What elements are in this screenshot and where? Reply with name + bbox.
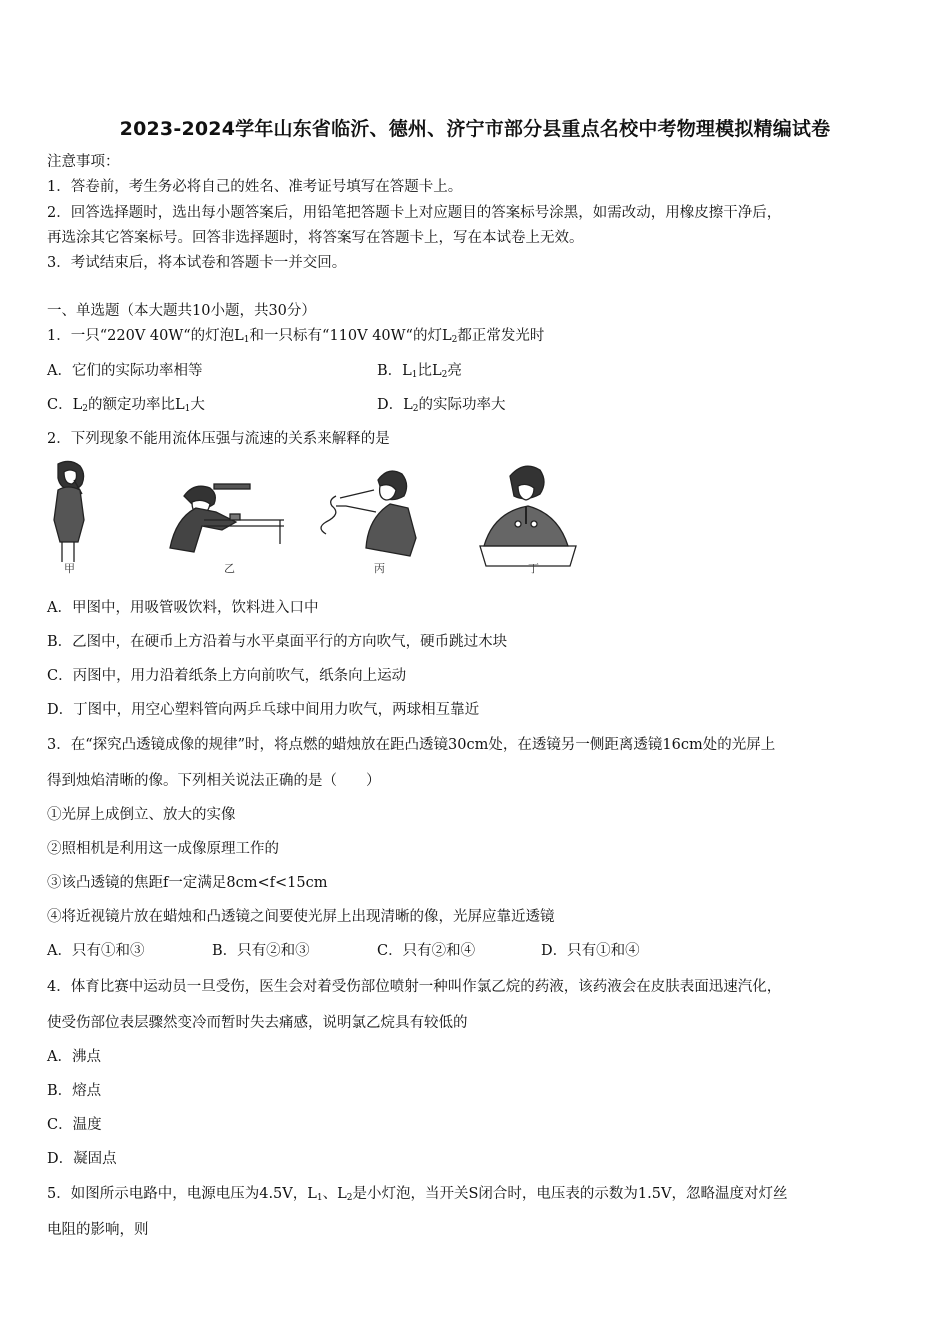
q3-option-a: A．只有①和③ [47, 943, 145, 959]
fig-label-ding: 丁 [528, 562, 539, 575]
notice-item: 3．考试结束后，将本试卷和答题卡一并交回。 [47, 255, 347, 271]
q1-option-d: D．$L_2$的实际功率大 [377, 397, 506, 414]
figure-bing [321, 471, 416, 556]
notice-heading: 注意事项： [47, 154, 120, 170]
q1-option-b: B．$L_1$比$L_2$亮 [377, 363, 462, 380]
fig-label-jia: 甲 [64, 562, 75, 575]
figure-ding [480, 466, 576, 566]
fig-label-bing: 丙 [374, 562, 385, 575]
question-3-stem: 3．在“探究凸透镜成像的规律”时，将点燃的蜡烛放在距凸透镜30cm处，在透镜另一侧距离透镜16cm处的光屏上 [47, 737, 776, 753]
q2-option-d: D．丁图中，用空心塑料管向两乒乓球中间用力吹气，两球相互靠近 [47, 702, 480, 718]
figure-jia [54, 461, 84, 562]
figure-yi [170, 484, 284, 552]
q2-figures [44, 458, 584, 580]
q3-option-c: C．只有②和④ [377, 943, 476, 959]
question-2-stem: 2．下列现象不能用流体压强与流速的关系来解释的是 [47, 431, 390, 447]
question-1-stem: 1．一只“220V 40W“的灯泡$L_1$和一只标有“110V 40W“的灯$L_2$都正常发光时 [47, 328, 545, 345]
q4-option-c: C．温度 [47, 1117, 102, 1133]
q3-option-b: B．只有②和③ [212, 943, 310, 959]
q3-statement-2: ②照相机是利用这一成像原理工作的 [47, 841, 279, 857]
question-5-stem-cont: 电阻的影响，则 [47, 1222, 149, 1238]
q3-statement-1: ①光屏上成倒立、放大的实像 [47, 807, 236, 823]
q1-option-a: A．它们的实际功率相等 [47, 363, 203, 379]
q2-option-b: B．乙图中，在硬币上方沿着与水平桌面平行的方向吹气，硬币跳过木块 [47, 634, 508, 650]
q3-statement-3: ③该凸透镜的焦距f一定满足8cm<f<15cm [47, 875, 328, 891]
fig-label-yi: 乙 [224, 562, 235, 575]
q2-option-c: C．丙图中，用力沿着纸条上方向前吹气，纸条向上运动 [47, 668, 407, 684]
section-heading: 一、单选题（本大题共10小题，共30分） [47, 303, 316, 319]
question-5-stem: 5．如图所示电路中，电源电压为4.5V，$L_1$、$L_2$是小灯泡，当开关S闭合时，电压表的示数为1.5V，忽略温度对灯丝 [47, 1186, 788, 1203]
question-4-stem-cont: 使受伤部位表层骤然变冷而暂时失去痛感，说明氯乙烷具有较低的 [47, 1015, 468, 1031]
q4-option-b: B．熔点 [47, 1083, 102, 1099]
q4-option-d: D．凝固点 [47, 1151, 117, 1167]
notice-item: 再选涂其它答案标号。回答非选择题时，将答案写在答题卡上，写在本试卷上无效。 [47, 230, 584, 246]
q4-option-a: A．沸点 [47, 1049, 101, 1065]
q3-option-d: D．只有①和④ [541, 943, 640, 959]
q3-statement-4: ④将近视镜片放在蜡烛和凸透镜之间要使光屏上出现清晰的像，光屏应靠近透镜 [47, 909, 555, 925]
q2-illustration [44, 458, 584, 580]
q1-option-c: C．$L_2$的额定功率比$L_1$大 [47, 397, 205, 414]
notice-item: 1．答卷前，考生务必将自己的姓名、准考证号填写在答题卡上。 [47, 179, 463, 195]
q2-option-a: A．甲图中，用吸管吸饮料，饮料进入口中 [47, 600, 319, 616]
question-3-stem-cont: 得到烛焰清晰的像。下列相关说法正确的是（ ） [47, 773, 381, 789]
notice-item: 2．回答选择题时，选出每小题答案后，用铅笔把答题卡上对应题目的答案标号涂黑，如需改动，用橡皮擦干净后， [47, 205, 782, 221]
page-title: 2023-2024学年山东省临沂、德州、济宁市部分县重点名校中考物理模拟精编试卷 [119, 118, 831, 140]
question-4-stem: 4．体育比赛中运动员一旦受伤，医生会对着受伤部位喷射一种叫作氯乙烷的药液，该药液会在皮肤表面迅速汽化， [47, 979, 782, 995]
